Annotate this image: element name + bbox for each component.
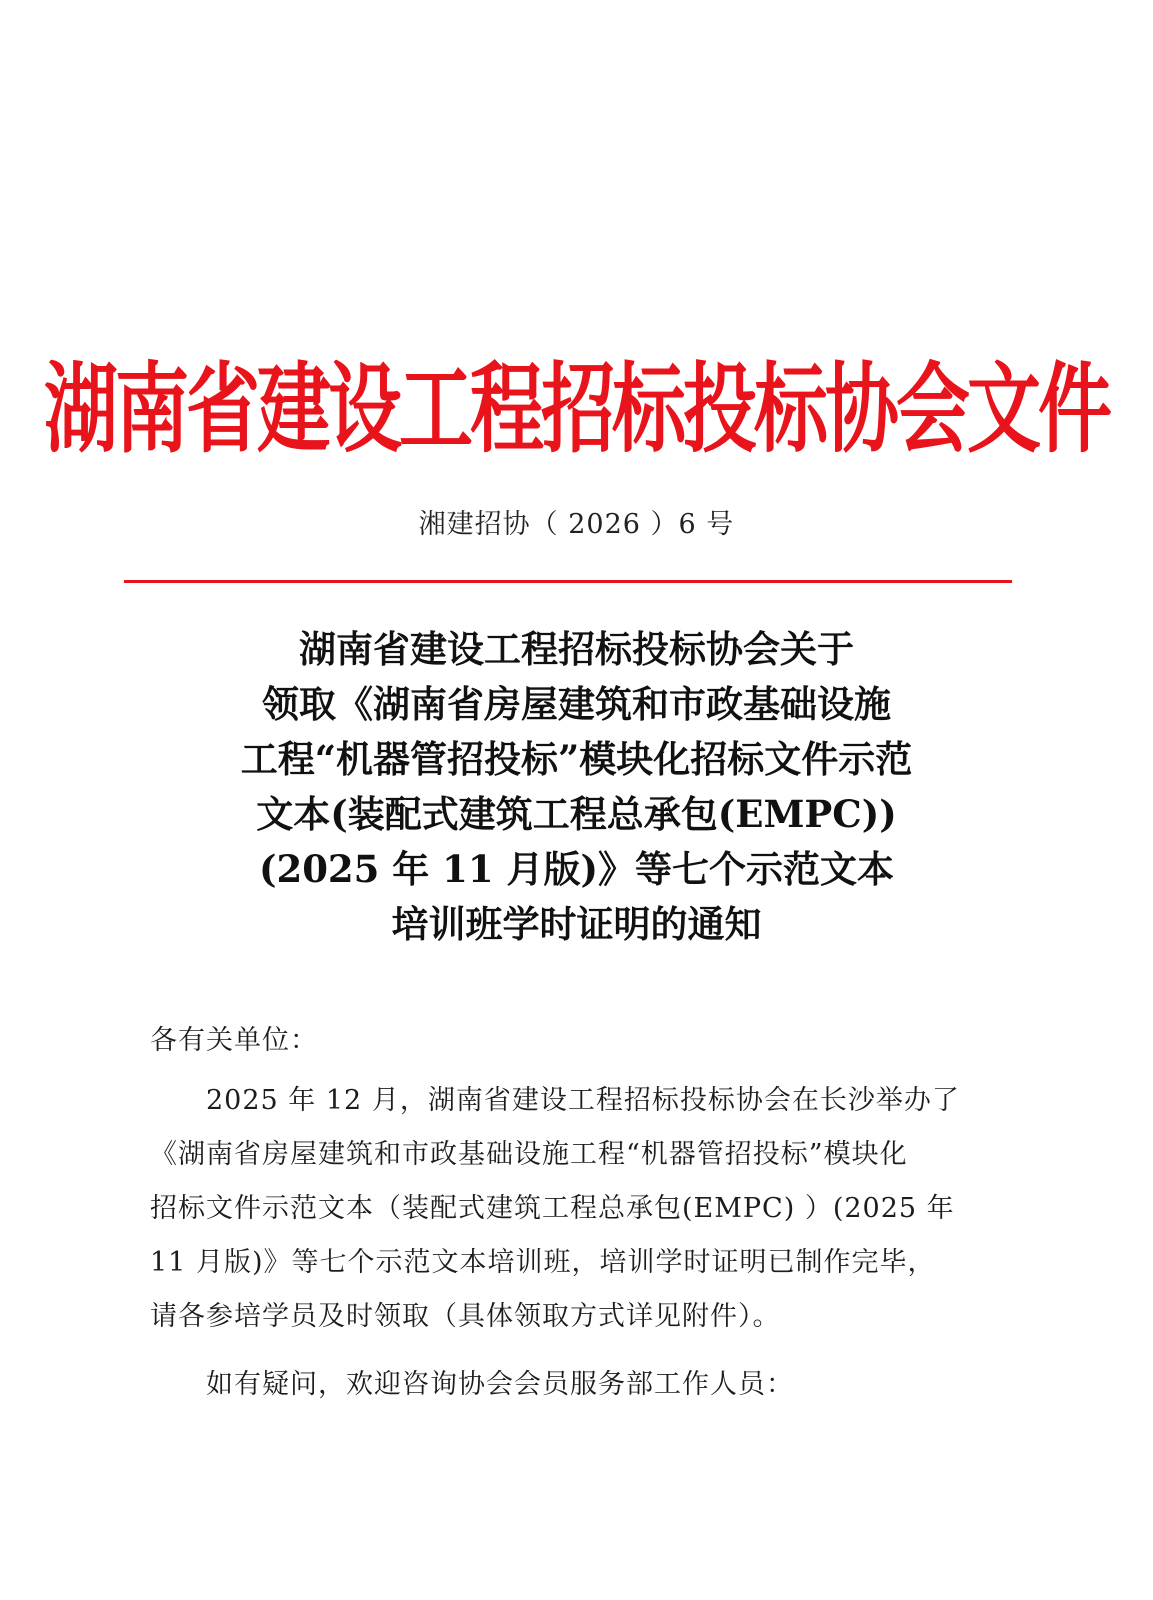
paragraph-2	[150, 1358, 980, 1412]
title-line: (2025 年 11 月版)》等七个示范文本	[258, 847, 895, 891]
title-line: 领取《湖南省房屋建筑和市政基础设施	[262, 682, 891, 726]
notice-title	[60, 622, 1093, 952]
notice-body	[150, 1018, 980, 1412]
paragraph-line: 如有疑问，欢迎咨询协会会员服务部工作人员：	[206, 1369, 794, 1400]
title-line: 工程“机器管招投标”模块化招标文件示范	[240, 737, 913, 781]
red-divider-line	[124, 580, 1012, 583]
paragraph-line: 《湖南省房屋建筑和市政基础设施工程“机器管招投标”模块化	[150, 1139, 908, 1170]
document-number: 湘建招协（ 2026 ）6 号	[418, 509, 735, 540]
paragraph-line: 请各参培学员及时领取（具体领取方式详见附件）。	[150, 1301, 781, 1332]
organization-header: 湖南省建设工程招标投标协会文件	[44, 353, 1109, 467]
paragraph-1	[150, 1074, 980, 1344]
salutation: 各有关单位：	[150, 1025, 318, 1056]
paragraph-line: 招标文件示范文本（装配式建筑工程总承包(EMPC) ）(2025 年	[150, 1193, 955, 1224]
title-line: 培训班学时证明的通知	[391, 902, 762, 946]
paragraph-line: 11 月版)》等七个示范文本培训班，培训学时证明已制作完毕，	[150, 1247, 936, 1278]
title-line: 文本(装配式建筑工程总承包(EMPC))	[256, 792, 897, 836]
title-line: 湖南省建设工程招标投标协会关于	[299, 627, 854, 671]
paragraph-line: 2025 年 12 月，湖南省建设工程招标投标协会在长沙举办了	[206, 1085, 960, 1116]
